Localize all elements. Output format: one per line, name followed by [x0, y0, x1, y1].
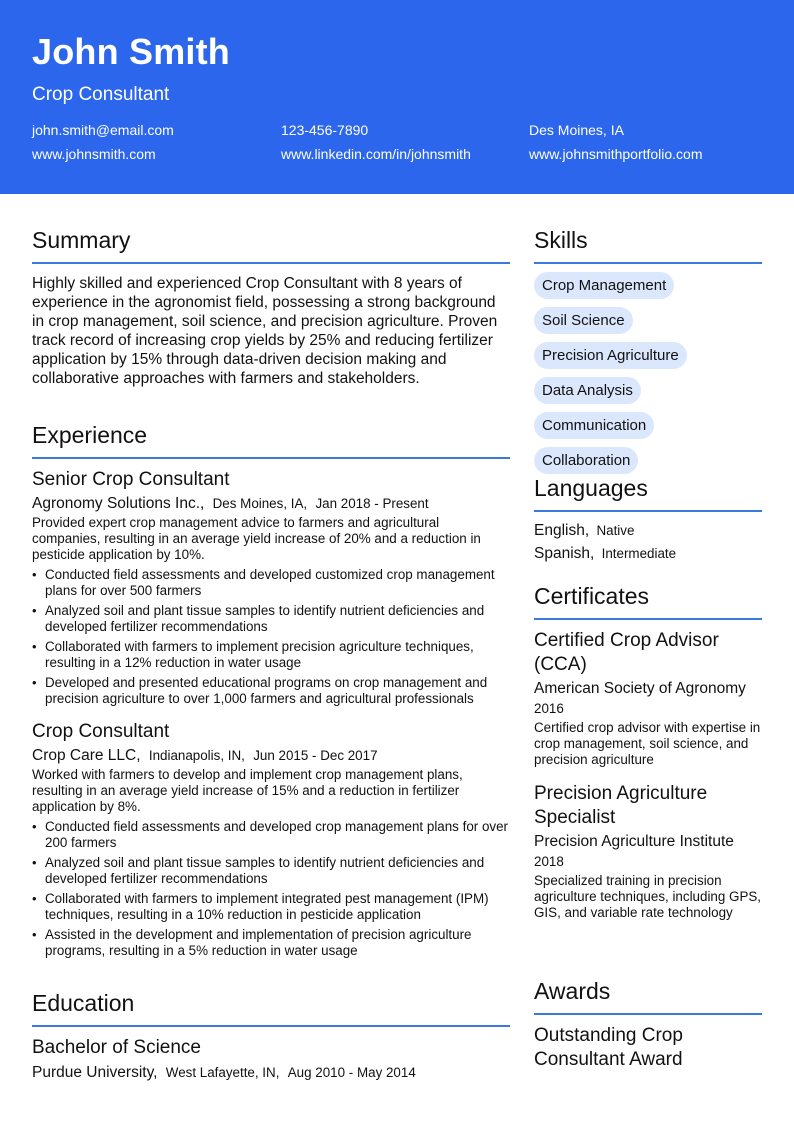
- certificate-description: Certified crop advisor with expertise in crop management, soil science, and precision agriculture: [534, 720, 761, 767]
- job-bullets: [32, 819, 510, 959]
- email-link[interactable]: john.smith@email.com: [32, 122, 174, 138]
- job-title: Senior Crop Consultant: [32, 469, 230, 490]
- certificate-entry: [534, 782, 762, 921]
- section-heading: Certificates: [534, 583, 650, 609]
- degree-title: Bachelor of Science: [32, 1037, 201, 1058]
- website-link[interactable]: www.johnsmith.com: [32, 146, 156, 162]
- award-name: Outstanding Crop Consultant Award: [534, 1025, 683, 1070]
- job-bullet: • Conducted field assessments and developed crop management plans for over 200 farmers: [32, 819, 510, 851]
- section-heading: Skills: [534, 227, 588, 253]
- language-item: [534, 519, 762, 542]
- section-heading: Awards: [534, 978, 611, 1004]
- language-name: Spanish,: [534, 545, 595, 562]
- section-divider: [32, 1025, 510, 1027]
- job-bullet: • Collaborated with farmers to implement precision agriculture techniques, resulting in a 12% reduction in water usage: [32, 639, 510, 671]
- candidate-name: John Smith: [32, 31, 230, 72]
- skill-chip: Crop Management: [534, 272, 674, 299]
- location-text: Des Moines, IA: [529, 122, 624, 138]
- experience-section: [32, 421, 510, 963]
- language-name: English,: [534, 522, 590, 539]
- section-divider: [534, 1013, 762, 1015]
- certificate-org: Precision Agriculture Institute: [534, 833, 734, 850]
- job-entry: [32, 469, 510, 707]
- skill-chip: Precision Agriculture: [534, 342, 687, 369]
- job-description: Provided expert crop management advice to farmers and agricultural companies, resulting in an average yield increase of 20% and a reduction in pesticide application by 10%.: [32, 515, 481, 562]
- languages-list: [534, 519, 762, 565]
- skill-chip: Soil Science: [534, 307, 633, 334]
- skill-chip: Collaboration: [534, 447, 638, 474]
- section-heading: Summary: [32, 227, 131, 253]
- certificate-year: 2018: [534, 854, 564, 869]
- skill-chip: Communication: [534, 412, 654, 439]
- certificate-name: Precision Agriculture Specialist: [534, 783, 708, 828]
- section-divider: [32, 457, 510, 459]
- certificate-name: Certified Crop Advisor (CCA): [534, 630, 719, 675]
- language-level: Intermediate: [601, 546, 677, 561]
- linkedin-link[interactable]: www.linkedin.com/in/johnsmith: [281, 146, 471, 162]
- section-heading: Experience: [32, 422, 148, 448]
- job-location: Des Moines, IA,: [212, 496, 308, 511]
- summary-text: Highly skilled and experienced Crop Consultant with 8 years of experience in the agronomist field, possessing a strong background in crop management, soil science, and precision agriculture. Proven track record of increasing crop yields by 25% and reducing fertilizer application by 15% through data-driven decision making and collaborative approaches with farmers and stakeholders.: [32, 275, 498, 387]
- school-location: West Lafayette, IN,: [165, 1065, 280, 1080]
- job-bullet: • Developed and presented educational programs on crop management and precision agriculture to over 1,000 farmers and agricultural professionals: [32, 675, 510, 707]
- job-location: Indianapolis, IN,: [148, 748, 245, 763]
- section-heading: Education: [32, 990, 135, 1016]
- job-description: Worked with farmers to develop and implement crop management plans, resulting in an average yield increase of 15% and a reduction in fertilizer application by 8%.: [32, 767, 463, 814]
- skill-chip: Data Analysis: [534, 377, 641, 404]
- school-name: Purdue University,: [32, 1064, 158, 1081]
- language-item: [534, 542, 762, 565]
- job-bullet: • Assisted in the development and implementation of precision agriculture programs, resulting in a 5% reduction in water usage: [32, 927, 510, 959]
- job-dates: Jan 2018 - Present: [315, 496, 429, 511]
- job-meta: [32, 746, 510, 765]
- education-dates: Aug 2010 - May 2014: [287, 1065, 416, 1080]
- certificates-section: [534, 582, 762, 921]
- portfolio-link[interactable]: www.johnsmithportfolio.com: [529, 146, 703, 162]
- awards-section: [534, 977, 762, 1072]
- phone-number: 123-456-7890: [281, 122, 369, 138]
- skills-section: [534, 226, 762, 482]
- section-divider: [534, 262, 762, 264]
- job-entry: [32, 721, 510, 959]
- job-bullet: • Conducted field assessments and developed customized crop management plans for over 500 farmers: [32, 567, 510, 599]
- job-meta: [32, 494, 510, 513]
- job-title: Crop Consultant: [32, 721, 170, 742]
- job-bullet: • Analyzed soil and plant tissue samples to identify nutrient deficiencies and developed fertilizer recommendations: [32, 855, 510, 887]
- summary-section: [32, 226, 510, 388]
- certificate-year: 2016: [534, 701, 564, 716]
- certificate-description: Specialized training in precision agriculture techniques, including GPS, GIS, and variable rate technology: [534, 873, 762, 920]
- job-dates: Jun 2015 - Dec 2017: [253, 748, 378, 763]
- job-bullets: [32, 567, 510, 707]
- certificate-entry: [534, 629, 762, 768]
- section-divider: [534, 618, 762, 620]
- languages-section: [534, 474, 762, 565]
- candidate-title: Crop Consultant: [32, 84, 170, 105]
- job-company: Crop Care LLC,: [32, 747, 141, 764]
- language-level: Native: [596, 523, 635, 538]
- resume-header: [0, 0, 794, 194]
- job-bullet: • Collaborated with farmers to implement integrated pest management (IPM) techniques, resulting in a 10% reduction in pesticide application: [32, 891, 510, 923]
- section-divider: [32, 262, 510, 264]
- certificate-org: American Society of Agronomy: [534, 680, 746, 697]
- section-divider: [534, 510, 762, 512]
- skills-list: [534, 272, 762, 482]
- education-meta: [32, 1063, 510, 1082]
- job-bullet: • Analyzed soil and plant tissue samples to identify nutrient deficiencies and developed fertilizer recommendations: [32, 603, 510, 635]
- education-section: [32, 989, 510, 1082]
- section-heading: Languages: [534, 475, 648, 501]
- job-company: Agronomy Solutions Inc.,: [32, 495, 205, 512]
